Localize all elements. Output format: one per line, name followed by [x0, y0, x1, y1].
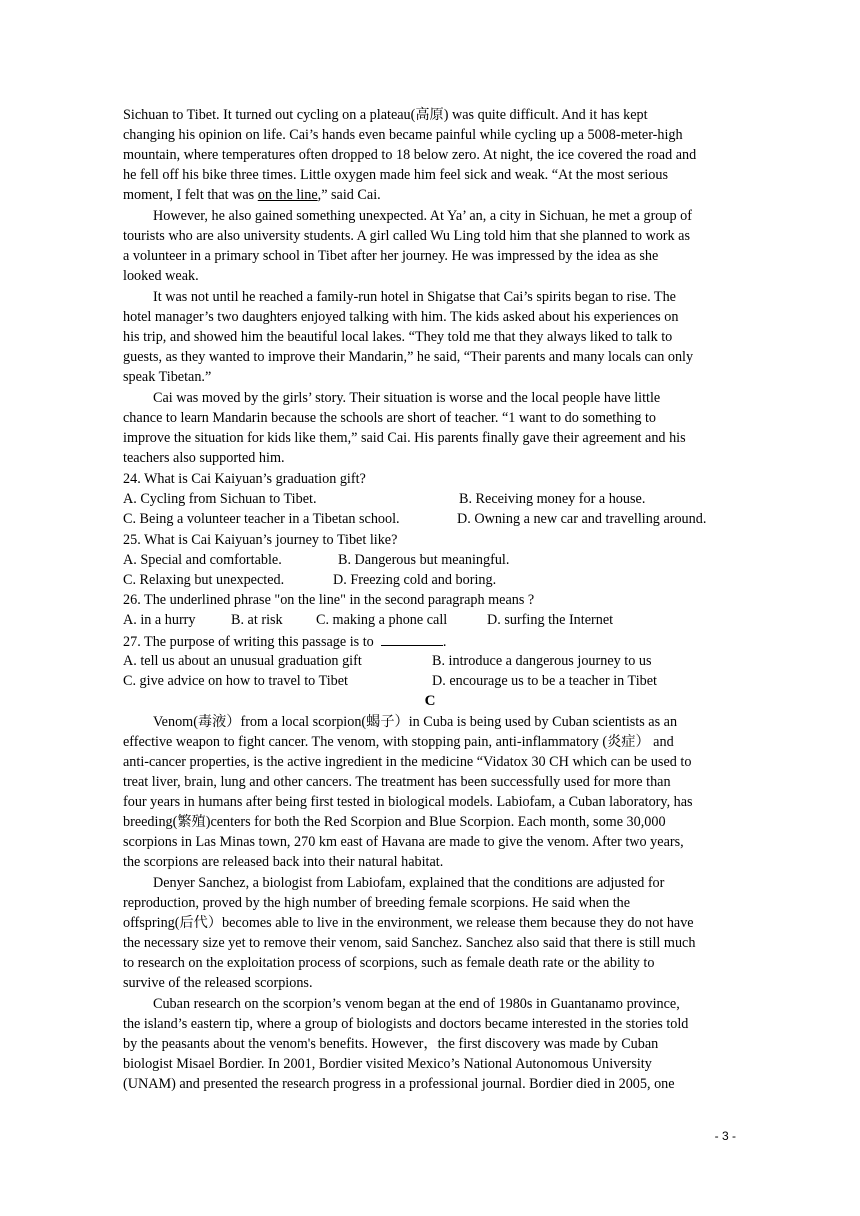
option-d: D. surfing the Internet [487, 612, 614, 628]
text-line: offspring(后代）becomes able to live in the environment, we release them because they do not have [123, 915, 694, 931]
text-span: . [442, 634, 447, 650]
question-stem [123, 632, 446, 651]
text-line: to research on the exploitation process of scorpions, such as female death rate or the ability to [123, 955, 655, 971]
text-line: tourists who are also university students. A girl called Wu Ling told him that she planned to work as [123, 228, 690, 244]
option-c: C. Relaxing but unexpected. [123, 572, 285, 588]
text-line: the island’s eastern tip, where a group of biologists and doctors became interested in the stories told [123, 1016, 689, 1032]
option-d: D. Owning a new car and travelling around. [457, 511, 707, 527]
text-line: the necessary size yet to remove their venom, said Sanchez. Sanchez also said that there is still much [123, 935, 696, 951]
text-line: four years in humans after being first tested in biological models. Labiofam, a Cuban laboratory, has [123, 794, 693, 810]
text-line: survive of the released scorpions. [123, 975, 313, 991]
option-d: D. encourage us to be a teacher in Tibet [432, 673, 657, 689]
option-a: A. in a hurry [123, 612, 196, 628]
text-line: treat liver, brain, lung and other cancers. The treatment has been successfully used for more than [123, 774, 671, 790]
text-line: he fell off his bike three times. Little oxygen made him feel sick and weak. “At the most serious [123, 167, 669, 183]
text-line: However, he also gained something unexpected. At Ya’ an, a city in Sichuan, he met a group of [153, 208, 692, 224]
question-stem: 25. What is Cai Kaiyuan’s journey to Tibet like? [123, 532, 398, 548]
underlined-phrase: on the line [257, 187, 318, 203]
option-a: A. Special and comfortable. [123, 552, 282, 568]
text-line: (UNAM) and presented the research progress in a professional journal. Bordier died in 2005, one [123, 1076, 675, 1092]
text-line: breeding(繁殖)centers for both the Red Scorpion and Blue Scorpion. Each month, some 30,000 [123, 814, 666, 830]
text-line: reproduction, proved by the high number of breeding female scorpions. He said when the [123, 895, 631, 911]
text-line: Cai was moved by the girls’ story. Their situation is worse and the local people have little [153, 390, 661, 406]
text-line: biologist Misael Bordier. In 2001, Bordier visited Mexico’s National Autonomous University [123, 1056, 652, 1072]
text-span: ,” said Cai. [317, 187, 381, 203]
option-b: B. at risk [231, 612, 283, 628]
text-line: mountain, where temperatures often dropped to 18 below zero. At night, the ice covered the road and [123, 147, 697, 163]
option-b: B. Dangerous but meaningful. [338, 552, 510, 568]
text-line: anti-cancer properties, is the active ingredient in the medicine “Vidatox 30 CH which can be used to [123, 754, 692, 770]
page-number: - 3 - [714, 1129, 736, 1143]
text-line: Venom(毒液）from a local scorpion(蝎子）in Cuba is being used by Cuban scientists as an [153, 714, 678, 730]
text-line: speak Tibetan.” [123, 369, 212, 385]
option-c: C. give advice on how to travel to Tibet [123, 673, 349, 689]
text-line: It was not until he reached a family-run hotel in Shigatse that Cai’s spirits began to rise. The [153, 289, 676, 305]
question-stem: 26. The underlined phrase "on the line" in the second paragraph means ? [123, 592, 535, 608]
question-stem: 24. What is Cai Kaiyuan’s graduation gift? [123, 471, 366, 487]
text-line: hotel manager’s two daughters enjoyed talking with him. The kids asked about his experiences on [123, 309, 679, 325]
option-c: C. making a phone call [316, 612, 448, 628]
text-line: guests, as they wanted to improve their Mandarin,” he said, “Their parents and many locals can only [123, 349, 694, 365]
option-a: A. Cycling from Sichuan to Tibet. [123, 491, 317, 507]
text-line: chance to learn Mandarin because the schools are short of teacher. “1 want to do something to [123, 410, 657, 426]
option-a: A. tell us about an unusual graduation gift [123, 653, 362, 669]
text-line: by the peasants about the venom's benefits. However，the first discovery was made by Cuban [123, 1036, 659, 1052]
text-line: looked weak. [123, 268, 199, 284]
option-c: C. Being a volunteer teacher in a Tibetan school. [123, 511, 400, 527]
text-span: moment, I felt that was [123, 187, 258, 203]
text-line: the scorpions are released back into their natural habitat. [123, 854, 444, 870]
option-b: B. introduce a dangerous journey to us [432, 653, 652, 669]
text-line: a volunteer in a primary school in Tibet after her journey. He was impressed by the idea as she [123, 248, 659, 264]
text-line: Sichuan to Tibet. It turned out cycling on a plateau(高原) was quite difficult. And it has kept [123, 107, 648, 123]
text-line: improve the situation for kids like them,” said Cai. His parents finally gave their agreement and his [123, 430, 686, 446]
text-span: 27. The purpose of writing this passage is to [123, 634, 374, 650]
text-line: scorpions in Las Minas town, 270 km east of Havana are made to give the venom. After two years, [123, 834, 684, 850]
text-line: changing his opinion on life. Cai’s hands even became painful while cycling up a 5008-meter-high [123, 127, 683, 143]
text-line: Cuban research on the scorpion’s venom began at the end of 1980s in Guantanamo province, [153, 996, 680, 1012]
answer-blank [381, 632, 443, 646]
text-line: effective weapon to fight cancer. The venom, with stopping pain, anti-inflammatory (炎症） and [123, 734, 674, 750]
text-line: his trip, and showed him the beautiful local lakes. “They told me that they always liked to talk to [123, 329, 673, 345]
text-line: teachers also supported him. [123, 450, 285, 466]
text-line [123, 186, 381, 204]
option-b: B. Receiving money for a house. [459, 491, 646, 507]
section-heading: C [424, 693, 436, 709]
option-d: D. Freezing cold and boring. [333, 572, 497, 588]
text-line: Denyer Sanchez, a biologist from Labiofam, explained that the conditions are adjusted for [153, 875, 665, 891]
